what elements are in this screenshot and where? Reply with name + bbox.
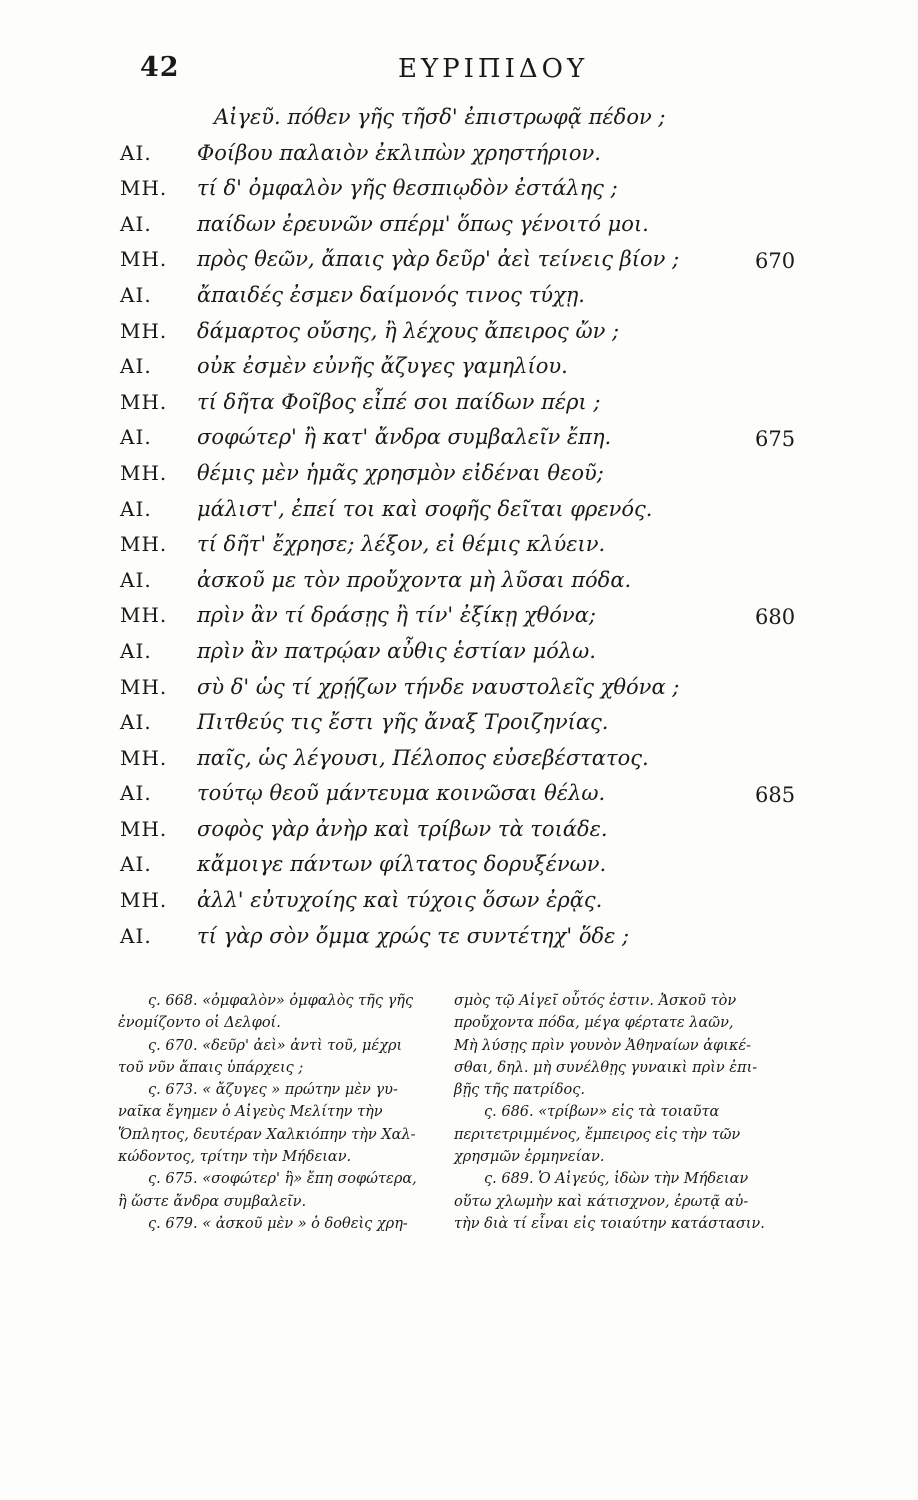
- line-number: 680: [755, 605, 796, 630]
- verse-line: [0, 817, 918, 853]
- verse-line-text: σὺ δ' ὡς τί χρῄζων τήνδε ναυστολεῖς χθόνα ;: [197, 674, 680, 699]
- verse-line: [0, 319, 918, 355]
- verse-line-text: οὐκ ἐσμὲν εὐνῆς ἄζυγες γαμηλίου.: [197, 354, 568, 379]
- footnote-line: τοῦ νῦν ἄπαις ὑπάρχεις ;: [118, 1059, 304, 1076]
- footnote-line: χρησμῶν ἑρμηνείαν.: [454, 1149, 605, 1166]
- verse-line-text: σοφώτερ' ἢ κατ' ἄνδρα συμβαλεῖν ἔπη.: [197, 425, 612, 450]
- footnote-line: βῇς τῆς πατρίδος.: [454, 1082, 585, 1099]
- verse-line-text: παίδων ἐρευνῶν σπέρμ' ὅπως γένοιτό μοι.: [197, 211, 649, 236]
- speaker-label: ΜΗ.: [120, 532, 168, 557]
- footnote-line: ς. 668. «ὀμφαλὸν» ὀμφαλὸς τῆς γῆς: [148, 993, 414, 1009]
- verse-line-text: δάμαρτος οὔσης, ἢ λέχους ἄπειρος ὤν ;: [197, 318, 620, 343]
- verse-line-text: ἄπαιδές ἐσμεν δαίμονός τινος τύχῃ.: [197, 282, 585, 307]
- verse-line: [0, 746, 918, 782]
- verse-line-text: σοφὸς γὰρ ἀνὴρ καὶ τρίβων τὰ τοιάδε.: [197, 816, 608, 841]
- footnote-line: Ὅπλητος, δευτέραν Χαλκιόπην τὴν Χαλ-: [118, 1126, 416, 1143]
- line-number: 685: [755, 783, 796, 808]
- verse-line-text: πρὶν ἂν πατρῴαν αὖθις ἑστίαν μόλω.: [197, 638, 596, 663]
- verse-line-text: θέμις μὲν ἡμᾶς χρησμὸν εἰδέναι θεοῦ;: [197, 460, 604, 485]
- speaker-label: ΑΙ.: [120, 282, 152, 307]
- speaker-label: ΑΙ.: [120, 638, 152, 663]
- verse-line-text: κἄμοιγε πάντων φίλτατος δορυξένων.: [197, 852, 607, 877]
- speaker-label: ΜΗ.: [120, 389, 168, 414]
- verse-line-text: πρὸς θεῶν, ἄπαις γὰρ δεῦρ' ἀεὶ τείνεις βίον ;: [197, 247, 680, 272]
- verse-line-text: τούτῳ θεοῦ μάντευμα κοινῶσαι θέλω.: [197, 781, 606, 806]
- speaker-label: ΑΙ.: [120, 425, 152, 450]
- footnotes-left-column: [118, 990, 442, 1235]
- verse-line-text: τί δῆτα Φοῖβος εἶπέ σοι παίδων πέρι ;: [197, 389, 601, 414]
- speaker-label: ΑΙ.: [120, 567, 152, 592]
- verse-line: [0, 176, 918, 212]
- footnote-line: σμὸς τῷ Αἰγεῖ οὗτός ἐστιν. Ἀσκοῦ τὸν: [454, 993, 737, 1009]
- verse-line-text: τί δῆτ' ἔχρησε; λέξον, εἰ θέμις κλύειν.: [197, 532, 606, 557]
- verse-line: [0, 247, 918, 283]
- footnote-line: ναῖκα ἔγημεν ὁ Αἰγεὺς Μελίτην τὴν: [118, 1104, 383, 1121]
- footnote-line: Μὴ λύσῃς πρὶν γουνὸν Ἀθηναίων ἀφικέ-: [454, 1037, 752, 1054]
- verse-line: [0, 710, 918, 746]
- speaker-label: ΑΙ.: [120, 496, 152, 521]
- footnote-line: ς. 673. « ἄζυγες » πρώτην μὲν γυ-: [148, 1082, 398, 1099]
- verse-line-text: ἀσκοῦ με τὸν προὔχοντα μὴ λῦσαι πόδα.: [197, 567, 632, 592]
- speaker-label: ΜΗ.: [120, 745, 168, 770]
- verse-line: [0, 354, 918, 390]
- speaker-label: ΜΗ.: [120, 603, 168, 628]
- verse-line-text: Φοίβου παλαιὸν ἐκλιπὼν χρηστήριον.: [197, 140, 601, 165]
- footnote-line: ς. 675. «σοφώτερ' ἢ» ἔπη σοφώτερα,: [148, 1171, 417, 1188]
- verse-line: [0, 639, 918, 675]
- verse-line-text: Πιτθεύς τις ἔστι γῆς ἄναξ Τροιζηνίας.: [197, 710, 609, 735]
- speaker-label: ΑΙ.: [120, 140, 152, 165]
- footnote-line: ἢ ὥστε ἄνδρα συμβαλεῖν.: [118, 1193, 307, 1210]
- verse-line-text: Αἰγεῦ. πόθεν γῆς τῆσδ' ἐπιστρωφᾷ πέδον ;: [214, 105, 666, 129]
- line-number: 675: [755, 427, 796, 452]
- verse-line: [0, 425, 918, 461]
- verse-line-text: τί δ' ὀμφαλὸν γῆς θεσπιῳδὸν ἐστάλης ;: [197, 176, 618, 201]
- footnote-line: οὕτω χλωμὴν καὶ κάτισχνον, ἐρωτᾷ αὐ-: [454, 1193, 749, 1210]
- line-number: 670: [755, 249, 796, 274]
- verse-line: [0, 924, 918, 960]
- verse-line: [0, 603, 918, 639]
- speaker-label: ΜΗ.: [120, 318, 168, 343]
- verse-line: [0, 283, 918, 319]
- footnote-line: σθαι, δηλ. μὴ συνέλθῃς γυναικὶ πρὶν ἐπι-: [454, 1059, 758, 1076]
- verse-line: [0, 390, 918, 426]
- footnotes-right-column: [454, 990, 786, 1235]
- footnote-line: τὴν διὰ τί εἶναι εἰς τοιαύτην κατάστασιν.: [454, 1215, 765, 1232]
- speaker-label: ΜΗ.: [120, 674, 168, 699]
- speaker-label: ΜΗ.: [120, 176, 168, 201]
- verse-line-text: ἀλλ' εὐτυχοίης καὶ τύχοις ὅσων ἐρᾷς.: [197, 888, 603, 913]
- footnote-line: ς. 679. « ἀσκοῦ μὲν » ὁ δοθεὶς χρη-: [148, 1215, 408, 1232]
- verse-line: [0, 781, 918, 817]
- verse-line: [0, 141, 918, 177]
- footnote-line: ς. 686. «τρίβων» εἰς τὰ τοιαῦτα: [484, 1104, 720, 1121]
- speaker-label: ΑΙ.: [120, 710, 152, 735]
- speaker-label: ΜΗ.: [120, 247, 168, 272]
- verse-line: [0, 532, 918, 568]
- verse-line-text: πρὶν ἂν τί δράσῃς ἢ τίν' ἐξίκῃ χθόνα;: [197, 603, 596, 628]
- verse-line: [0, 568, 918, 604]
- footnote-line: ς. 670. «δεῦρ' ἀεὶ» ἀντὶ τοῦ, μέχρι: [148, 1037, 403, 1054]
- footnote-line: προὔχοντα πόδα, μέγα φέρτατε λαῶν,: [454, 1015, 734, 1032]
- verse-line: [0, 888, 918, 924]
- speaker-label: ΜΗ.: [120, 816, 168, 841]
- verse-line: [0, 212, 918, 248]
- footnote-line: ἐνομίζοντο οἱ Δελφοί.: [118, 1015, 281, 1032]
- verse-text: [0, 105, 918, 959]
- verse-line: [0, 461, 918, 497]
- verse-line: [0, 852, 918, 888]
- speaker-label: ΑΙ.: [120, 852, 152, 877]
- speaker-label: ΜΗ.: [120, 460, 168, 485]
- running-title: ΕΥΡΙΠΙΔΟΥ: [398, 54, 589, 84]
- page-number: 42: [140, 52, 180, 83]
- verse-line-text: μάλιστ', ἐπεί τοι καὶ σοφῆς δεῖται φρενός.: [197, 496, 653, 521]
- footnote-line: περιτετριμμένος, ἔμπειρος εἰς τὴν τῶν: [454, 1126, 741, 1143]
- verse-line: [0, 675, 918, 711]
- speaker-label: ΑΙ.: [120, 781, 152, 806]
- footnote-line: ς. 689. Ὁ Αἰγεύς, ἰδὼν τὴν Μήδειαν: [484, 1171, 749, 1188]
- verse-line-text: παῖς, ὡς λέγουσι, Πέλοπος εὐσεβέστατος.: [197, 745, 649, 770]
- speaker-label: ΑΙ.: [120, 211, 152, 236]
- verse-line: [0, 105, 918, 141]
- speaker-label: ΑΙ.: [120, 923, 152, 948]
- verse-line: [0, 497, 918, 533]
- footnote-line: κώδοντος, τρίτην τὴν Μήδειαν.: [118, 1149, 352, 1166]
- speaker-label: ΑΙ.: [120, 354, 152, 379]
- page-header: [0, 52, 918, 92]
- speaker-label: ΜΗ.: [120, 888, 168, 913]
- verse-line-text: τί γὰρ σὸν ὄμμα χρώς τε συντέτηχ' ὅδε ;: [197, 923, 630, 948]
